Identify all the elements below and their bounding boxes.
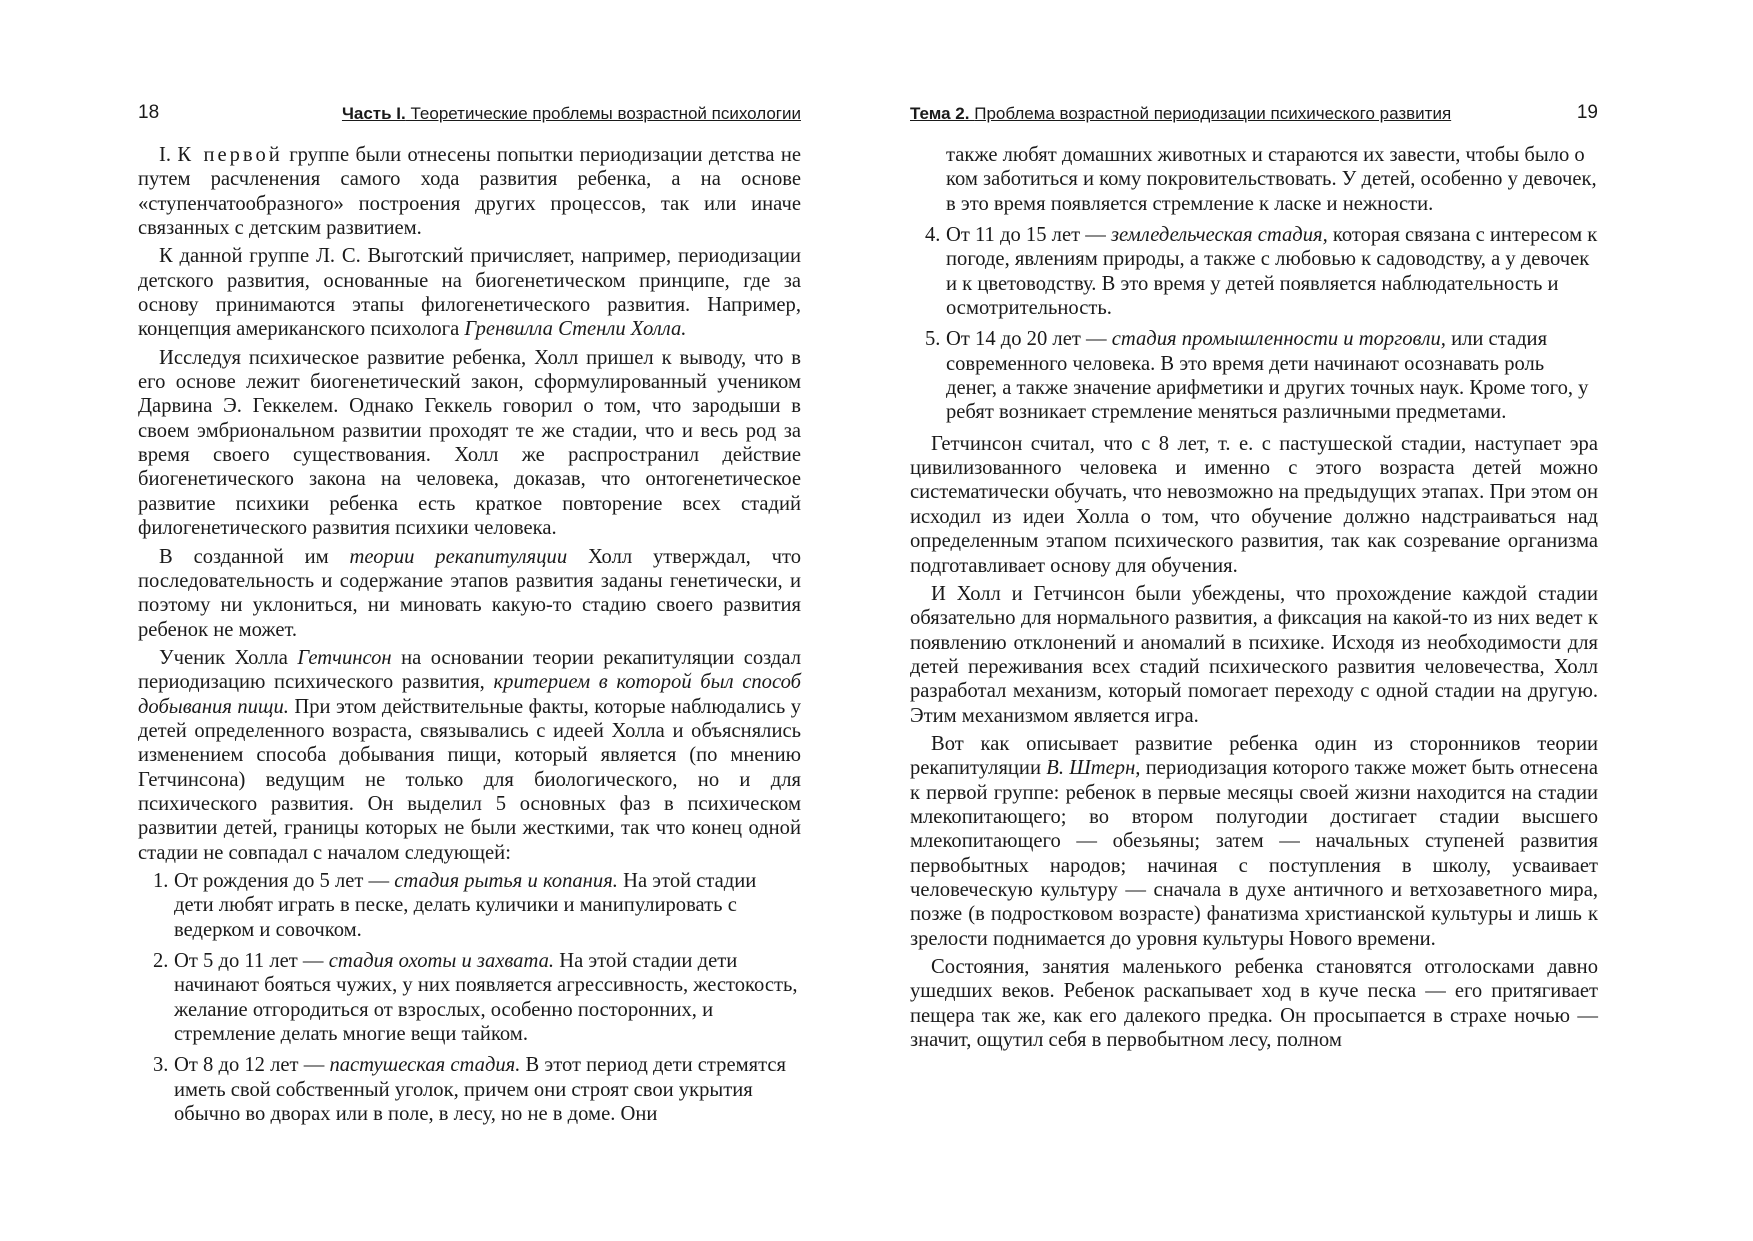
- italic-text: теории рекапитуляции: [349, 545, 568, 568]
- running-title-text: Теоретические проблемы возрастной психологии: [410, 104, 801, 123]
- page-number: 18: [138, 102, 160, 123]
- italic-text: критерием в которой был способ добывания пищи.: [138, 671, 801, 718]
- item-number: 4.: [925, 224, 941, 247]
- text-run: Ученик Холла: [159, 646, 298, 669]
- paragraph: Гетчинсон считал, что с 8 лет, т. е. с пастушеской стадии, наступает эра цивилизованного человека и именно с этого возраста детей можно систематически обучать, что невозможно на предыдущих этапах. При этом он исходил из идеи Холла о том, что обучение должно надстраиваться над определенным этапом психического развития, так как созревание организма подготавливает основу для обучения.: [910, 432, 1598, 577]
- text-run: На этой стадии дети любят играть в песке, делать куличики и манипулировать с ведерком и совочком.: [174, 869, 757, 941]
- text-run: группе были отнесены попытки периодизации детства не путем расчленения самого хода развития ребенка, а на основе «ступенчатообразного» построения других процессов, так или иначе связанных с детским развитием.: [138, 144, 802, 240]
- text-run: В созданной им: [159, 545, 350, 568]
- italic-text: Гетчинсон: [297, 646, 392, 669]
- paragraph: Состояния, занятия маленького ребенка становятся отголосками давно ушедших веков. Ребенок раскапывает ход в куче песка — его притягивает пещера так же, как его далекого предка. Он просыпается в страхе ночью — значит, ощутил себя в первобытном лесу, полном: [910, 956, 1598, 1052]
- list-item: [138, 949, 801, 1046]
- left-page-body: [138, 143, 801, 1133]
- text-run: На этой стадии дети начинают бояться чужих, у них появляется агрессивность, жестокость, желание отгородиться от взрослых, особенно посторонних, и стремление делать многие вещи тайком.: [174, 950, 798, 1046]
- running-title: [342, 104, 801, 124]
- text-run: Холл утверждал, что последовательность и содержание этапов развития заданы генетически, и поэтому ни уклониться, ни миновать какую-то стадию своего развития ребенок не может.: [138, 545, 802, 641]
- paragraph: [138, 545, 801, 642]
- paragraph: [138, 646, 801, 865]
- running-title: [910, 104, 1451, 124]
- right-page-body: [910, 143, 1598, 1056]
- item-number: 3.: [153, 1054, 169, 1077]
- list-item: [910, 327, 1598, 424]
- italic-text: земледельческая стадия,: [1110, 224, 1328, 247]
- list-item: [910, 223, 1598, 320]
- stage-list: [910, 143, 1598, 425]
- italic-text: В. Штерн,: [1046, 757, 1141, 780]
- italic-text: Гренвилла Стенли Холла.: [464, 318, 687, 341]
- text-run: периодизация которого также может быть отнесена к первой группе: ребенок в первые месяцы своей жизни находится на стадии млекопитающего; во втором полугодии достигает стадии высшего млекопитающего — обезьяны; затем — начальных ступеней развития первобытных народов; начиная с поступления в школу, усваивает человеческую культуру — сначала в духе античного и ветхозаветного мира, позже (в подростковом возрасте) фанатизма христианской культуры и лишь к зрелости поднимается до уровня культуры Нового времени.: [910, 757, 1599, 950]
- item-number: 5.: [925, 328, 941, 351]
- running-title-text: Проблема возрастной периодизации психического развития: [974, 104, 1452, 123]
- text-run: I.: [159, 144, 178, 166]
- item-number: 1.: [153, 869, 169, 892]
- text-run: также любят домашних животных и стараются их завести, чтобы было о ком заботиться и кому покровительствовать. У детей, особенно у девочек, в это время появляется стремление к ласке и нежности.: [946, 144, 1597, 215]
- list-item: [138, 1053, 801, 1126]
- text-run: Вот как описывает развитие ребенка один из сторонников теории рекапитуляции: [910, 732, 1598, 780]
- italic-text: стадия промышленности и торговли,: [1111, 328, 1446, 351]
- right-page: [877, 0, 1753, 1241]
- italic-text: пастушеская стадия.: [329, 1054, 521, 1077]
- paragraph: [910, 732, 1598, 951]
- text-run: которая связана с интересом к погоде, явлениям природы, а также с любовью к садоводству, а у девочек и к цветоводству. В это время у детей появляется наблюдательность и осмотрительность.: [946, 224, 1598, 320]
- running-title-prefix: Тема 2.: [910, 104, 970, 123]
- stage-list: [138, 869, 801, 1126]
- left-page: [0, 0, 876, 1241]
- italic-text: стадия рытья и копания.: [394, 869, 618, 892]
- spaced-text: К первой: [177, 144, 283, 166]
- paragraph: Исследуя психическое развитие ребенка, Холл пришел к выводу, что в его основе лежит биогенетический закон, сформулированный учеником Дарвина Э. Геккелем. Однако Геккель говорил о том, что зародыши в своем эмбриональном развитии проходят те же стадии, что и весь род за время своего существования. Холл же распространил действие биогенетического закона на человека, доказав, что онтогенетическое развитие психики ребенка есть краткое повторение всех стадий филогенетического развития психики человека.: [138, 346, 801, 540]
- italic-text: стадия охоты и захвата.: [328, 950, 555, 972]
- text-run: От 8 до 12 лет —: [174, 1054, 330, 1077]
- text-run: От 14 до 20 лет —: [946, 328, 1112, 351]
- item-number: 2.: [153, 950, 169, 972]
- paragraph: [138, 244, 801, 341]
- running-title-prefix: Часть I.: [341, 104, 406, 123]
- text-run: При этом действительные факты, которые наблюдались у детей определенного возраста, связывались с идеей Холла и объяснялись изменением способа добывания пищи, который является (по мнению Гетчинсона) ведущим не только для биологического, но и для психического развития. Он выделил 5 основных фаз в психическом развитии детей, границы которых не были жесткими, так что конец одной стадии не совпадал с началом следующей:: [138, 695, 802, 864]
- paragraph: И Холл и Гетчинсон были убеждены, что прохождение каждой стадии обязательно для нормального развития, а фиксация на какой-то из них ведет к появлению отклонений и аномалий в психике. Исходя из необходимости для детей переживания всех стадий психического развития человечества, Холл разработал механизм, который помогает переходу с одной стадии на другую. Этим механизмом является игра.: [910, 582, 1598, 727]
- text-run: на основании теории рекапитуляции создал периодизацию психического развития,: [138, 646, 802, 694]
- paragraph: [138, 143, 801, 240]
- text-run: или стадия современного человека. В это время дети начинают осознавать роль денег, а также значение арифметики и других точных наук. Кроме того, у ребят возникает стремление меняться различными предметами.: [946, 328, 1589, 424]
- list-item: [138, 869, 801, 942]
- text-run: От рождения до 5 лет —: [174, 869, 395, 892]
- text-run: От 11 до 15 лет —: [946, 224, 1111, 247]
- text-run: От 5 до 11 лет —: [174, 950, 329, 972]
- list-item-continuation: [910, 143, 1598, 216]
- page-number: 19: [1576, 102, 1598, 123]
- text-run: В этот период дети стремятся иметь свой собственный уголок, причем они строят свои укрытия обычно во дворах или в поле, в лесу, но не в доме. Они: [174, 1054, 786, 1126]
- text-run: К данной группе Л. С. Выготский причисляет, например, периодизации детского развития, основанные на биогенетическом принципе, где за основу принимаются этапы филогенетического развития. Например, концепция американского психолога: [138, 245, 801, 341]
